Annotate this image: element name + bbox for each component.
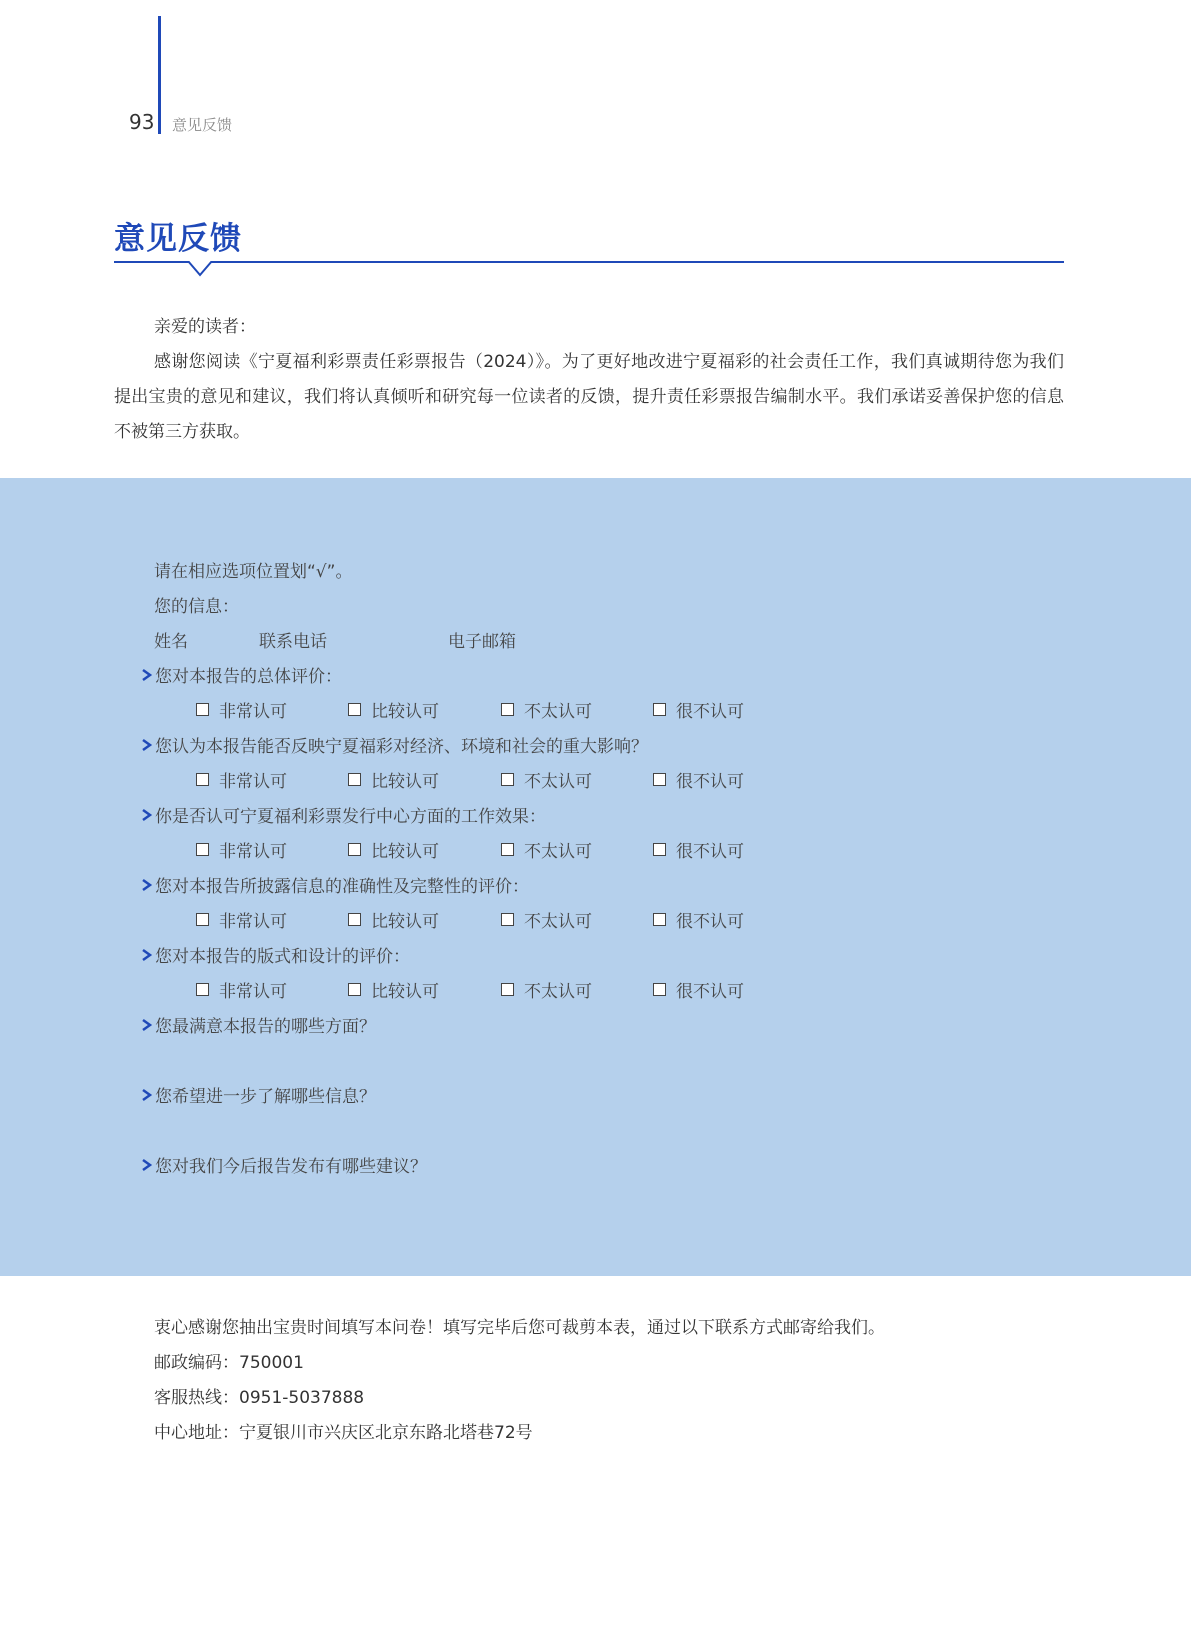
checkbox[interactable] — [348, 773, 361, 786]
phone-field[interactable]: 联系电话 — [259, 632, 327, 652]
option-disagree[interactable] — [501, 977, 592, 1002]
form-instruction: 请在相应选项位置划“√”。 — [154, 562, 353, 582]
checkbox[interactable] — [501, 843, 514, 856]
option-label: 非常认可 — [219, 842, 287, 862]
question-overall — [140, 662, 342, 687]
checkbox[interactable] — [348, 983, 361, 996]
option-very-agree[interactable] — [196, 907, 287, 932]
question-label: 您对本报告的版式和设计的评价： — [155, 947, 410, 967]
rating-options — [196, 767, 796, 791]
checkbox[interactable] — [196, 983, 209, 996]
option-agree[interactable] — [348, 697, 439, 722]
option-label: 不太认可 — [524, 912, 592, 932]
option-label: 很不认可 — [676, 982, 744, 1002]
header-rule — [158, 16, 161, 134]
question-work-effect — [140, 802, 546, 827]
checkbox[interactable] — [653, 773, 666, 786]
closing-section — [154, 1311, 885, 1451]
checkbox[interactable] — [501, 983, 514, 996]
checkbox[interactable] — [348, 843, 361, 856]
question-label: 您认为本报告能否反映宁夏福彩对经济、环境和社会的重大影响？ — [155, 737, 648, 757]
option-label: 很不认可 — [676, 702, 744, 722]
option-disagree[interactable] — [501, 907, 592, 932]
option-strongly-disagree[interactable] — [653, 767, 744, 792]
question-design — [140, 942, 410, 967]
chevron-right-icon — [140, 1157, 154, 1173]
greeting: 亲爱的读者： — [154, 317, 256, 337]
chevron-right-icon — [140, 807, 154, 823]
option-strongly-disagree[interactable] — [653, 837, 744, 862]
question-most-satisfied — [140, 1012, 376, 1037]
option-label: 很不认可 — [676, 772, 744, 792]
option-label: 很不认可 — [676, 842, 744, 862]
option-agree[interactable] — [348, 767, 439, 792]
option-very-agree[interactable] — [196, 837, 287, 862]
option-label: 非常认可 — [219, 912, 287, 932]
option-label: 很不认可 — [676, 912, 744, 932]
checkbox[interactable] — [501, 773, 514, 786]
option-agree[interactable] — [348, 837, 439, 862]
rating-options — [196, 837, 796, 861]
option-label: 比较认可 — [371, 702, 439, 722]
chevron-right-icon — [140, 667, 154, 683]
option-disagree[interactable] — [501, 767, 592, 792]
option-strongly-disagree[interactable] — [653, 977, 744, 1002]
option-label: 比较认可 — [371, 982, 439, 1002]
option-strongly-disagree[interactable] — [653, 907, 744, 932]
checkbox[interactable] — [653, 913, 666, 926]
page-number: 93 — [129, 110, 155, 134]
option-label: 比较认可 — [371, 912, 439, 932]
chevron-right-icon — [140, 737, 154, 753]
checkbox[interactable] — [653, 843, 666, 856]
checkbox[interactable] — [653, 983, 666, 996]
checkbox[interactable] — [196, 843, 209, 856]
option-label: 非常认可 — [219, 982, 287, 1002]
intro-section — [114, 310, 1064, 450]
question-label: 你是否认可宁夏福利彩票发行中心方面的工作效果： — [155, 807, 546, 827]
question-label: 您对本报告的总体评价： — [155, 667, 342, 687]
question-impact — [140, 732, 648, 757]
checkbox[interactable] — [348, 913, 361, 926]
option-disagree[interactable] — [501, 837, 592, 862]
option-label: 不太认可 — [524, 702, 592, 722]
option-agree[interactable] — [348, 977, 439, 1002]
chevron-right-icon — [140, 1017, 154, 1033]
title-rule — [114, 261, 1064, 263]
rating-options — [196, 977, 796, 1001]
closing-thanks: 衷心感谢您抽出宝贵时间填写本问卷！填写完毕后您可裁剪本表，通过以下联系方式邮寄给我们。 — [154, 1318, 885, 1338]
question-label: 您希望进一步了解哪些信息？ — [155, 1087, 376, 1107]
question-accuracy — [140, 872, 529, 897]
option-strongly-disagree[interactable] — [653, 697, 744, 722]
checkbox[interactable] — [501, 913, 514, 926]
option-very-agree[interactable] — [196, 767, 287, 792]
question-label: 您对我们今后报告发布有哪些建议？ — [155, 1157, 427, 1177]
running-title: 意见反馈 — [172, 116, 233, 134]
rating-options — [196, 907, 796, 931]
option-label: 不太认可 — [524, 772, 592, 792]
chevron-right-icon — [140, 1087, 154, 1103]
title-notch-icon — [188, 261, 212, 277]
option-very-agree[interactable] — [196, 977, 287, 1002]
hotline: 客服热线：0951-5037888 — [154, 1388, 365, 1408]
option-label: 不太认可 — [524, 982, 592, 1002]
question-label: 您最满意本报告的哪些方面？ — [155, 1017, 376, 1037]
chevron-right-icon — [140, 947, 154, 963]
name-field[interactable]: 姓名 — [154, 632, 188, 652]
option-agree[interactable] — [348, 907, 439, 932]
intro-body: 感谢您阅读《宁夏福利彩票责任彩票报告（2024）》。为了更好地改进宁夏福彩的社会责任工作，我们真诚期待您为我们提出宝贵的意见和建议，我们将认真倾听和研究每一位读者的反馈，提升责任彩票报告编制水平。我们承诺妥善保护您的信息不被第三方获取。 — [114, 352, 1064, 442]
info-label: 您的信息： — [154, 597, 239, 617]
question-suggestions — [140, 1152, 427, 1177]
checkbox[interactable] — [196, 773, 209, 786]
question-label: 您对本报告所披露信息的准确性及完整性的评价： — [155, 877, 529, 897]
page-title: 意见反馈 — [114, 221, 242, 257]
rating-options — [196, 697, 796, 721]
option-very-agree[interactable] — [196, 697, 287, 722]
checkbox[interactable] — [501, 703, 514, 716]
chevron-right-icon — [140, 877, 154, 893]
option-label: 非常认可 — [219, 702, 287, 722]
postal-code: 邮政编码：750001 — [154, 1353, 304, 1373]
option-label: 非常认可 — [219, 772, 287, 792]
question-more-info — [140, 1082, 376, 1107]
checkbox[interactable] — [653, 703, 666, 716]
option-label: 比较认可 — [371, 772, 439, 792]
option-label: 不太认可 — [524, 842, 592, 862]
option-disagree[interactable] — [501, 697, 592, 722]
checkbox[interactable] — [348, 703, 361, 716]
email-field[interactable]: 电子邮箱 — [448, 632, 516, 652]
checkbox[interactable] — [196, 913, 209, 926]
address: 中心地址：宁夏银川市兴庆区北京东路北塔巷72号 — [154, 1423, 533, 1443]
option-label: 比较认可 — [371, 842, 439, 862]
checkbox[interactable] — [196, 703, 209, 716]
